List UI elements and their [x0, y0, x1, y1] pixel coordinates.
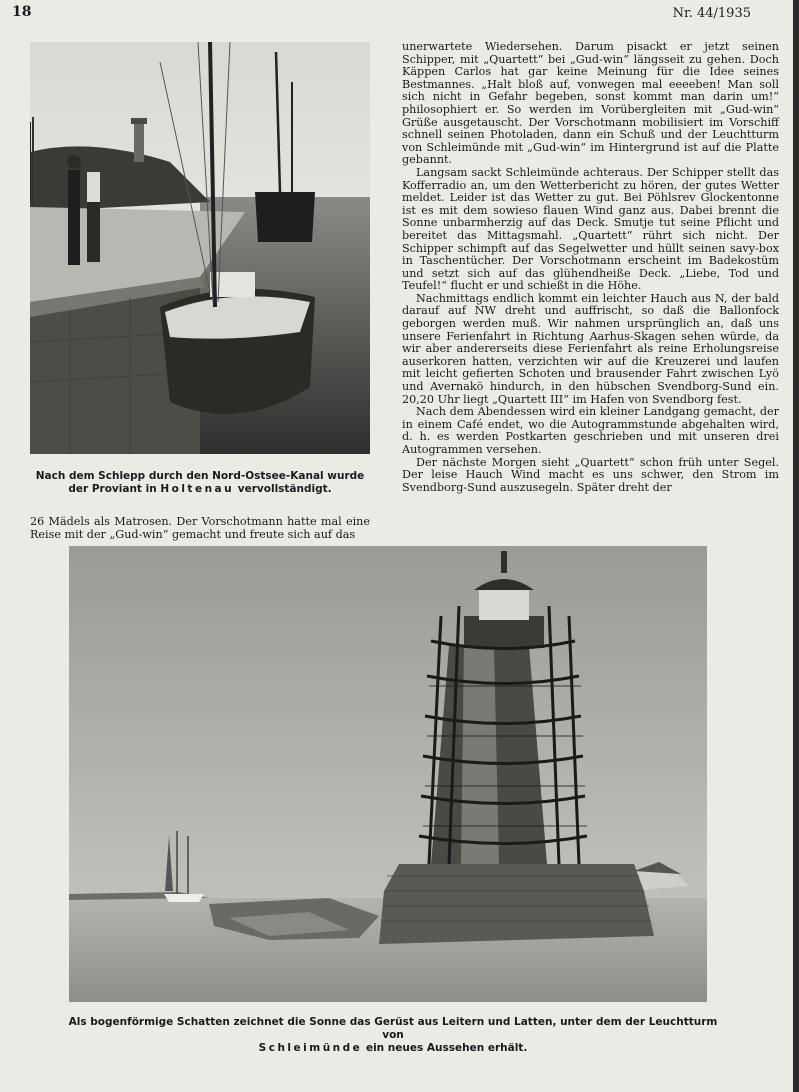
harbor-photo: [30, 42, 370, 454]
page-number: 18: [12, 4, 32, 20]
page-edge-shadow: [793, 0, 799, 1092]
paragraph: Langsam sackt Schleimünde achteraus. Der Schipper stellt das Kofferradio an, um den Wetterbericht zu hören, der gutes Wetter meldet. Leider ist das Wetter zu gut. Bei Pöhlsrev Glockentonne ist es mit dem sowieso flauen Wind ganz aus. Dabei brennt die Sonne unbarmherzig auf das Deck. Smutje tut seine Pflicht und bereitet das Mittagsmahl. „Quartett“ rührt sich nicht. Der Schipper schimpft auf das Segelwetter und hüllt seinen savy-box in Taschentücher. Der Vorschotmann erscheint im Badekostüm und setzt sich auf das glühendheiße Deck. „Liebe, Tod und Teufel!“ flucht er und schießt in die Höhe.: [402, 165, 779, 293]
lighthouse-photo-caption: Als bogenförmige Schatten zeichnet die Sonne das Gerüst aus Leitern und Latten, unter dem der Leuchtturm von Schleimünde ein neues Aussehen erhält.: [58, 1016, 728, 1055]
paragraph: unerwartete Wiedersehen. Darum pisackt er jetzt seinen Schipper, mit „Quartett“ bei „Gud-win“ längsseit zu gehen. Doch Käppen Carlos hat gar keine Meinung für die Idee seines Bestmannes. „Halt bloß auf, vonwegen mal eeeeben! Man soll sich nicht in Gefahr begeben, sonst kommt man darin um!“ philosophiert er. So werden im Vorübergleiten mit „Gud-win“ Grüße ausgetauscht. Der Vorschotmann mobilisiert im Vorschiff schnell seinen Photoladen, dann ein Schuß und der Leuchtturm von Schleimünde mit „Gud-win“ im Hintergrund ist auf die Platte gebannt.: [402, 40, 779, 167]
harbor-photo-image: [30, 42, 370, 454]
caption-line-1: Als bogenförmige Schatten zeichnet die Sonne das Gerüst aus Leitern und Latten, unter dem der Leuchtturm von: [68, 1016, 718, 1041]
paragraph: Nach dem Abendessen wird ein kleiner Landgang gemacht, der in einem Café endet, wo die Autogrammstunde abgehalten wird, d. h. es werden Postkarten geschrieben und mit unseren drei Autogrammen versehen.: [402, 405, 779, 456]
place-name-holtenau: Holtenau: [160, 483, 235, 495]
right-text-column: [402, 41, 779, 494]
place-name-schleimuende: Schleimünde: [258, 1042, 363, 1054]
paragraph: Der nächste Morgen sieht „Quartett“ schon früh unter Segel. Der leise Hauch Wind macht es uns schwer, den Strom im Svendborg-Sund auszusegeln. Später dreht der: [402, 455, 779, 494]
issue-number: Nr. 44/1935: [672, 6, 751, 21]
lighthouse-photo: [69, 546, 707, 1002]
paragraph: Nachmittags endlich kommt ein leichter Hauch aus N, der bald darauf auf NW dreht und auffrischt, so daß die Ballonfock geborgen werden muß. Wir nahmen ursprünglich an, daß uns unsere Ferienfahrt in Richtung Aarhus-Skagen sehen würde, da wir aber andererseits diese Ferienfahrt als reine Erholungsreise auserkoren hatten, verzichten wir auf die Kreuzerei und laufen mit leicht gefierten Schoten und brausender Fahrt zwischen Lyö und Avernakö hindurch, in den hübschen Svendborg-Sund ein. 20,20 Uhr liegt „Quartett III“ im Hafen von Svendborg fest.: [402, 291, 779, 406]
lighthouse-photo-image: [69, 546, 707, 1002]
harbor-photo-caption: Nach dem Schlepp durch den Nord-Ostsee-Kanal wurde der Proviant in Holtenau vervollständigt.: [35, 470, 365, 495]
paragraph: 26 Mädels als Matrosen. Der Vorschotmann hatte mal eine Reise mit der „Gud-win“ gemacht und freute sich auf das: [30, 515, 370, 541]
left-text-column: [30, 516, 370, 541]
